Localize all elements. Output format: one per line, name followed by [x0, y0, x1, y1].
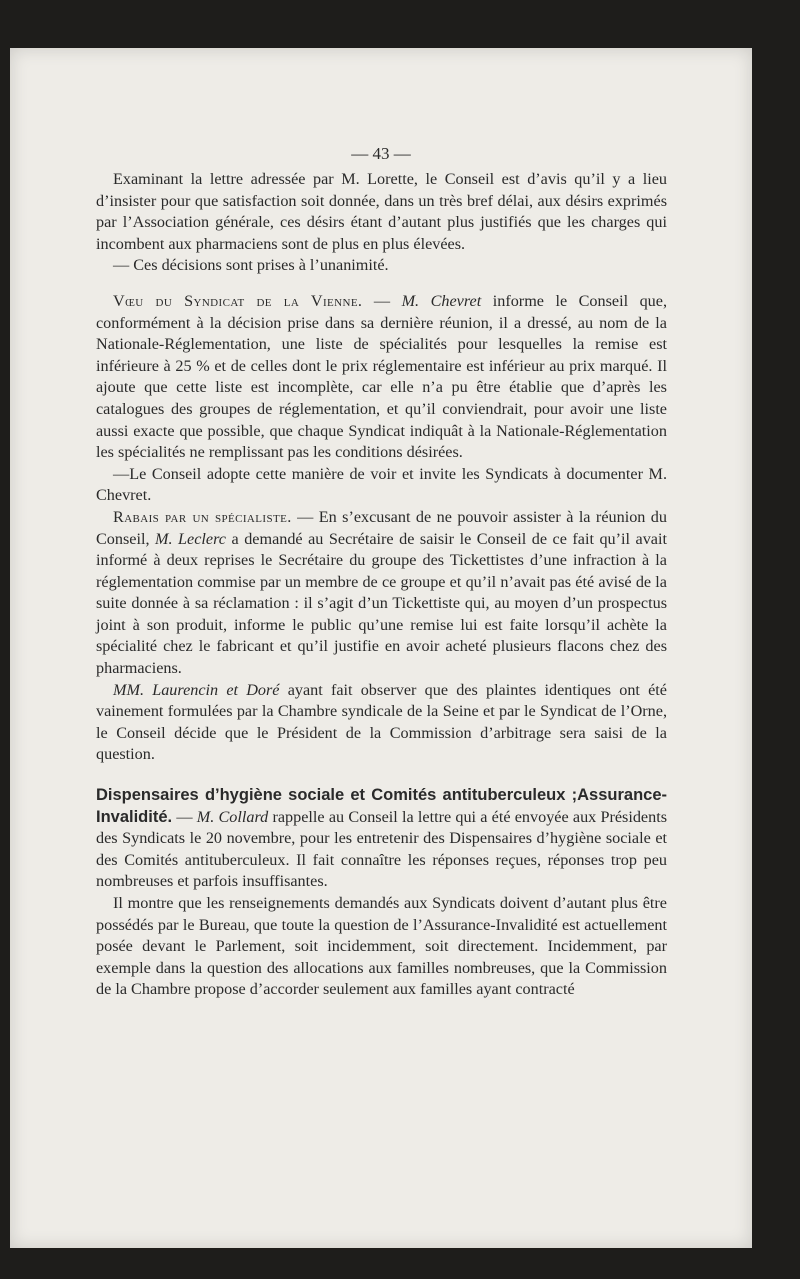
section-dispensaires — [96, 785, 667, 893]
paragraph-lorette-letter: Examinant la lettre adressée par M. Lorette, le Conseil est d’avis qu’il y a lieu d’insister pour que satisfaction soit donnée, dans un très bref délai, aux désirs exprimés par l’Association générale, ces désirs étant d’autant plus justifiés que les charges qui incombent aux pharmaciens sont de plus en plus élevées. — [96, 170, 667, 253]
persons-laurencin-dore: MM. Laurencin et Doré — [113, 680, 280, 699]
section-title-dispensaires: Dispensaires d’hygiène sociale et Comités antituberculeux ;Assurance-Invalidité. — [96, 786, 667, 826]
section-text-rabais-1: — En s’excusant de ne pouvoir assister à la réunion du Conseil, — [96, 507, 667, 548]
page-number: — 43 — — [351, 144, 411, 163]
person-collard: M. Collard — [196, 807, 269, 826]
section-text-rabais-2: a demandé au Secrétaire de saisir le Conseil de ce fait qu’il avait informé à deux reprises le Secrétaire du groupe des Tickettistes d’une infraction à la réglementation commise par un membre de ce groupe et qu’il n’avait pas été avisé de la suite donnée à sa réclamation : il s’agit d’un Tickettiste qui, au moyen d’un prospectus joint à son produit, informe le public qu’une remise lui est faite lorsqu’il achète la spécialité chez le fabricant et qu’il justifie en avoir acheté plusieurs flacons chez des pharmaciens. — [96, 529, 667, 678]
section-rabais — [96, 507, 667, 680]
paragraph-laurencin-dore-text: ayant fait observer que des plaintes identiques ont été vainement formulées par la Chambre syndicale de la Seine et par le Syndicat de l’Orne, le Conseil décide que le Président de la Commission d’arbitrage sera saisi de la question. — [96, 680, 667, 764]
document-page — [10, 48, 752, 1248]
section-text-voeu-vienne: informe le Conseil que, conformément à la décision prise dans sa dernière réunion, il a dressé, au nom de la Nationale-Réglementation, une liste de spécialités pour lesquelles la remise est inférieure à 25 % et de celles dont le prix réglementaire est inférieur au prix marqué. Il ajoute que cette liste est incomplète, car elle n’a pu être établie que d’après les catalogues des groupes de réglementation, et qu’il conviendrait, pour avoir une liste aussi exacte que possible, que chaque Syndicat indiquât à la Nationale-Réglementation les spécialités ne remplissant pas les conditions désirées. — [96, 291, 667, 462]
person-chevret: M. Chevret — [401, 291, 482, 310]
paragraph-laurencin-dore — [96, 680, 667, 766]
person-leclerc: M. Leclerc — [155, 529, 226, 548]
section-dash: — — [172, 807, 197, 826]
paragraph-conseil-adopte: —Le Conseil adopte cette manière de voir et invite les Syndicats à documenter M. Chevret. — [96, 464, 667, 505]
page-content — [96, 169, 667, 1001]
paragraph-assurance-invalidite: Il montre que les renseignements demandés aux Syndicats doivent d’autant plus être possédés par le Bureau, que toute la question de l’Assurance-Invalidité est actuellement posée devant le Parlement, soit incidemment, soit directement. Incidemment, par exemple dans la question des allocations aux familles nombreuses, que la Commission de la Chambre propose d’accorder seulement aux familles ayant contracté — [96, 894, 667, 999]
paragraph-unanimity: — Ces décisions sont prises à l’unanimité. — [113, 256, 389, 275]
section-voeu-vienne — [96, 291, 667, 464]
section-dash: — — [362, 291, 402, 310]
section-title-voeu-vienne: Vœu du Syndicat de la Vienne. — [113, 291, 363, 310]
section-title-rabais: Rabais par un spécialiste. — [113, 507, 292, 526]
section-text-dispensaires: rappelle au Conseil la lettre qui a été envoyée aux Présidents des Syndicats le 20 novembre, pour les entretenir des Dispensaires d’hygiène sociale et des Comités antituberculeux. Il fait connaître les réponses reçues, réponses trop peu nombreuses et parfois insuffisantes. — [96, 807, 668, 891]
